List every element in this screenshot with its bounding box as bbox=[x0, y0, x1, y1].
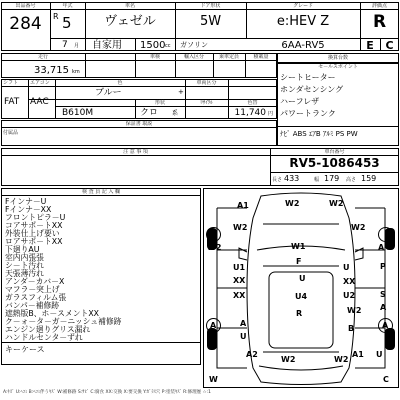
label-length: 長さ bbox=[272, 177, 283, 183]
damage-mark: XX bbox=[233, 291, 246, 300]
damage-mark: A2 bbox=[246, 350, 258, 359]
damage-mark: A bbox=[382, 321, 389, 330]
displacement: 1500 bbox=[140, 40, 166, 51]
damage-mark: B bbox=[348, 324, 355, 333]
damage-mark: U1 bbox=[233, 263, 246, 272]
inspection-item: ガラスフィルム張 bbox=[5, 293, 67, 302]
damage-mark: U bbox=[343, 263, 350, 272]
color-code: B610M bbox=[62, 108, 94, 118]
recycle-unit: 円 bbox=[268, 111, 274, 117]
sales-point-3: ハーフレザ bbox=[280, 97, 320, 106]
damage-mark: W1 bbox=[291, 242, 306, 251]
inspection-item: エンジン廻りグリス漏れ bbox=[5, 325, 91, 334]
grade: e:HEV Z bbox=[276, 14, 330, 29]
label-load: 積載量 bbox=[253, 54, 269, 60]
damage-mark: A1 bbox=[237, 201, 249, 210]
inspection-item: バンパ－補修跡 bbox=[5, 301, 60, 310]
bottom-note: キーケース bbox=[5, 345, 45, 354]
interior-color: クロ bbox=[140, 108, 159, 118]
label-score: 評価点 bbox=[371, 3, 387, 9]
ac-type: AAC bbox=[30, 97, 49, 107]
label-accessories: 付属品 bbox=[3, 130, 19, 136]
damage-mark: U2 bbox=[343, 291, 356, 300]
damage-mark: W2 bbox=[281, 355, 296, 364]
label-shape: 形状 bbox=[154, 100, 165, 106]
sales-point-title: セ－ルスポイント bbox=[318, 64, 358, 70]
mileage: 33,715 bbox=[34, 65, 69, 76]
month-unit: 月 bbox=[74, 43, 80, 49]
legend-footer: A:ｷｽﾞ U:ﾍｺﾐ B:ﾍｺﾐ伴うｷｽﾞ W:補修跡 S:ｻﾋﾞ C:腐食 XX:交換 X:要交換 Y:ｶﾞﾗｽ穴 P:塗装ｷｽﾞ R:修理歴 ☆:1 bbox=[3, 390, 211, 395]
door-type: 5W bbox=[199, 14, 222, 29]
height: 159 bbox=[361, 174, 377, 183]
body-color: ブルー bbox=[95, 88, 122, 98]
label-capacity: 乗車定員 bbox=[218, 54, 239, 60]
inspection-item: フロントピラ－U bbox=[5, 213, 66, 222]
damage-mark: S bbox=[380, 290, 386, 299]
damage-mark: W2 bbox=[351, 223, 366, 232]
seat-rear-label: R bbox=[296, 309, 303, 318]
label-year: 年式 bbox=[62, 3, 73, 9]
equipment: ﾅﾋﾞ ABS ｴｱB ｱﾙﾐ PS PW bbox=[280, 130, 358, 138]
mileage-unit: km bbox=[72, 69, 80, 75]
shift: FAT bbox=[4, 97, 20, 107]
inspection-title: 検 査 員 記 入 欄 bbox=[82, 189, 120, 195]
damage-mark: P bbox=[380, 262, 386, 271]
label-vehicle-class: 車両区分 bbox=[196, 80, 217, 86]
damage-mark: W2 bbox=[285, 199, 300, 208]
inspection-item: 遮熱版B、ホ－スメントXX bbox=[5, 309, 99, 318]
model-year: 5 bbox=[62, 14, 72, 32]
damage-mark: A bbox=[380, 303, 387, 312]
era: R bbox=[53, 12, 59, 21]
usage: 自家用 bbox=[92, 40, 122, 51]
damage-mark: W2 bbox=[334, 355, 349, 364]
inspection-item: Fインナ－U bbox=[5, 197, 47, 206]
damage-mark: W2 bbox=[347, 306, 362, 315]
damage-mark: A1 bbox=[352, 350, 364, 359]
damage-mark: XX bbox=[343, 277, 356, 286]
damage-mark: U bbox=[240, 332, 247, 341]
label-shift: シフト bbox=[3, 80, 19, 86]
car-outline bbox=[203, 188, 399, 388]
notes-title: 注 意 事 項 bbox=[123, 149, 148, 155]
sales-point-1: シートヒーター bbox=[280, 73, 336, 82]
interior-score-1: E bbox=[366, 39, 374, 52]
damage-mark: C bbox=[383, 375, 389, 384]
inspection-item: アンダ－カバ－X bbox=[5, 277, 65, 286]
vin: RV5-1086453 bbox=[289, 156, 380, 170]
damage-mark: W bbox=[209, 375, 218, 384]
length: 433 bbox=[284, 174, 300, 183]
inspection-item: ク－ォ－タ－ガ－ニッシュ補修跡 bbox=[5, 317, 122, 326]
inspection-item: Fインナ－XX bbox=[5, 205, 52, 214]
inspection-item: 外装仕上げ要い bbox=[5, 229, 60, 238]
damage-mark: A bbox=[210, 321, 217, 330]
label-import: 輸入区分 bbox=[183, 54, 204, 60]
damage-mark: U4 bbox=[295, 292, 308, 301]
label-ac: エアコン bbox=[30, 80, 50, 86]
month: 7 bbox=[62, 40, 68, 50]
seat-front-label: F bbox=[296, 257, 302, 266]
recycle-fee: 11,740 bbox=[234, 108, 266, 118]
label-inspection: 車検 bbox=[149, 54, 160, 60]
inspection-item: マフラ－突上げ bbox=[5, 285, 60, 294]
inspection-item: シ－ト汚れ bbox=[5, 261, 44, 270]
damage-mark: U bbox=[376, 350, 383, 359]
label-lot: 出品番号 bbox=[15, 3, 36, 9]
label-door: ドア形状 bbox=[200, 3, 221, 9]
label-mileage: 走行 bbox=[37, 54, 48, 60]
label-warranty: 保証書 取説 bbox=[125, 121, 153, 127]
label-color-change: 色替 bbox=[247, 100, 258, 106]
label-width: 幅 bbox=[314, 177, 320, 183]
sales-point-4: パワートランク bbox=[280, 109, 336, 118]
fuel: ガソリン bbox=[180, 41, 208, 49]
label-grade: グレード bbox=[292, 3, 313, 9]
model-code: 6AA-RV5 bbox=[281, 40, 325, 51]
damage-mark: A bbox=[378, 243, 385, 252]
tire-front-right-circle bbox=[378, 227, 393, 242]
label-color: 色 bbox=[117, 80, 123, 86]
tire-front-left-circle bbox=[206, 227, 221, 242]
color-plus: + bbox=[178, 88, 184, 96]
inspection-item: コアサポ－トXX bbox=[5, 221, 63, 230]
inspection-item: 天張薄汚れ bbox=[5, 269, 44, 278]
label-vin: 車台番号 bbox=[324, 149, 345, 155]
damage-mark: XX bbox=[233, 276, 246, 285]
label-converted: 換算台数 bbox=[327, 55, 348, 61]
damage-mark: W2 bbox=[233, 223, 248, 232]
interior-score-2: C bbox=[385, 39, 394, 52]
label-car-name: 車名 bbox=[124, 3, 135, 9]
inspection-item: ロアサポ－トXX bbox=[5, 237, 63, 246]
damage-mark: U bbox=[299, 274, 306, 283]
label-recycle: ﾘｻｲｸﾙ bbox=[200, 100, 213, 106]
car-name: ヴェゼル bbox=[104, 14, 156, 29]
inspection-item: 下廻りAU bbox=[5, 245, 40, 254]
damage-mark: W2 bbox=[329, 199, 344, 208]
score: R bbox=[372, 12, 387, 32]
width: 179 bbox=[324, 174, 340, 183]
damage-mark: A bbox=[240, 319, 247, 328]
label-height: 高さ bbox=[346, 177, 357, 183]
damage-mark: W2 bbox=[207, 243, 222, 252]
cc-unit: cc bbox=[165, 43, 171, 49]
sales-point-2: ホンダセンシング bbox=[280, 85, 344, 94]
inspection-item: ハンドルセンタ－ずれ bbox=[5, 333, 83, 342]
inspection-item: 室内内張張 bbox=[5, 253, 44, 262]
lot-number: 284 bbox=[9, 14, 42, 34]
interior-note: 系 bbox=[172, 110, 179, 117]
